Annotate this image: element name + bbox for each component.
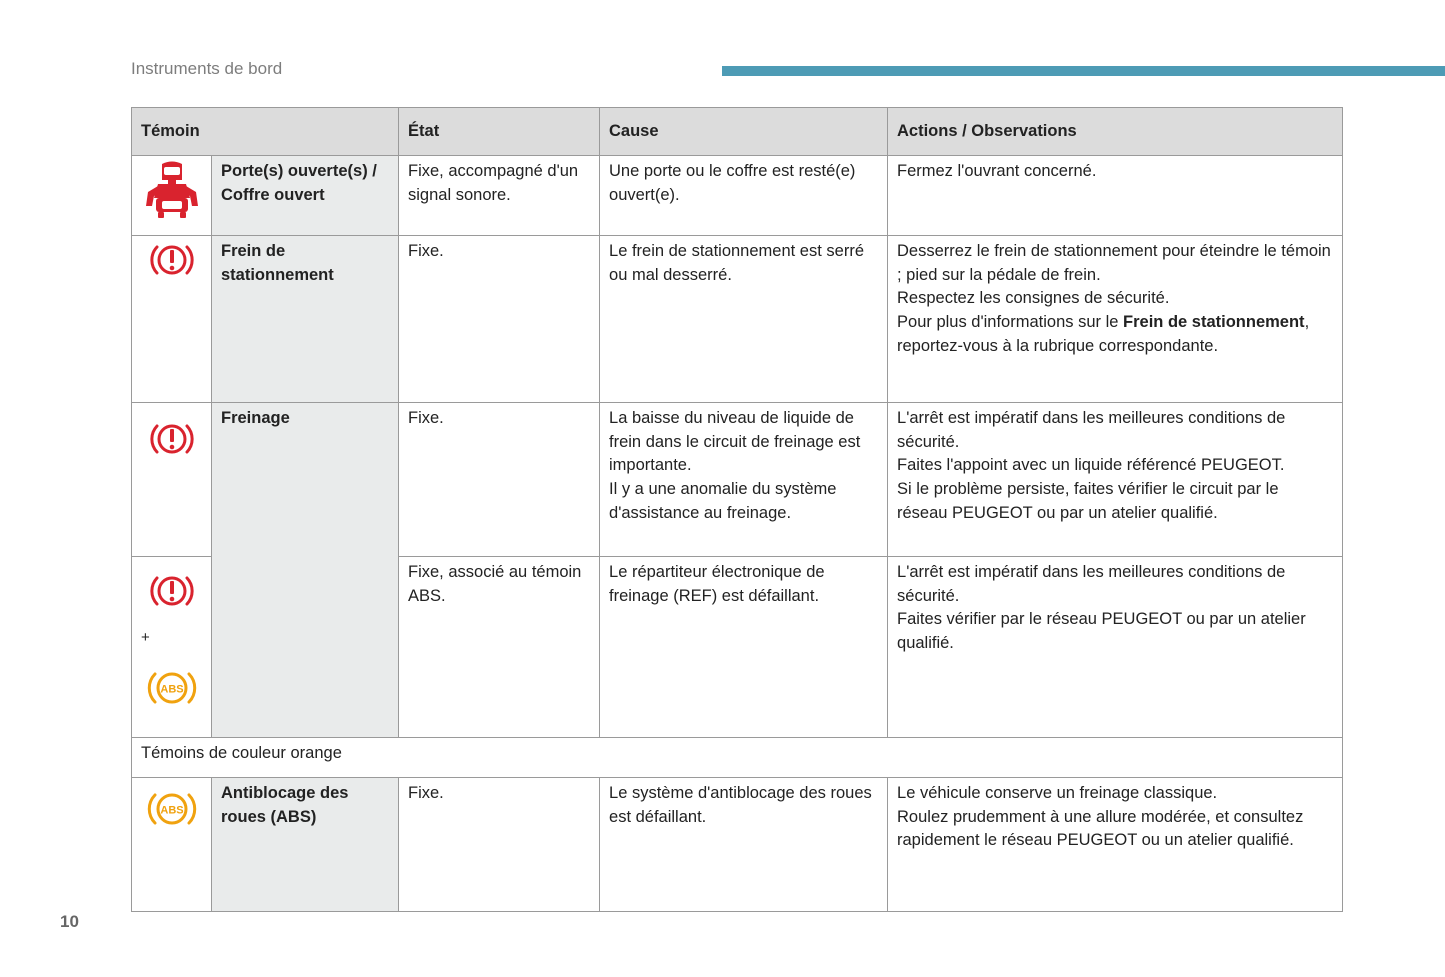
- reference-prefix: Pour plus d'informations sur le: [897, 313, 1124, 332]
- abs-warning-icon: [145, 667, 199, 709]
- section-heading: Témoins de couleur orange: [132, 738, 1343, 778]
- abs-warning-icon: [145, 788, 199, 830]
- abs-icon-label: ABS: [159, 683, 184, 696]
- state-cell: Fixe.: [399, 236, 600, 403]
- warning-name: Porte(s) ouverte(s) / Coffre ouvert: [212, 156, 399, 236]
- action-cell: [888, 403, 1343, 557]
- warning-name: Freinage: [212, 403, 399, 738]
- brake-warning-icon: [148, 571, 196, 611]
- action-reference: [897, 311, 1333, 358]
- table-row: [132, 403, 1343, 557]
- cause-cell: Le frein de stationnement est serré ou mal desserré.: [600, 236, 888, 403]
- header-accent-bar: [722, 66, 1445, 76]
- action-line: Roulez prudemment à une allure modérée, et consultez rapidement le réseau PEUGEOT ou un atelier qualifié.: [897, 807, 1304, 850]
- icon-cell: [132, 778, 212, 912]
- brake-warning-icon: [148, 419, 196, 459]
- column-header: Cause: [600, 108, 888, 156]
- table-row: [132, 778, 1343, 912]
- page-number: 10: [60, 912, 79, 931]
- door-open-warning-icon: [144, 160, 200, 222]
- action-line: Le véhicule conserve un freinage classique.: [897, 784, 1218, 802]
- reference-suffix: , reportez-vous à la rubrique correspondante.: [897, 313, 1310, 355]
- cause-cell: Le système d'antiblocage des roues est défaillant.: [600, 778, 888, 912]
- state-cell: Fixe, associé au témoin ABS.: [399, 557, 600, 738]
- column-header: État: [399, 108, 600, 156]
- action-cell: [888, 778, 1343, 912]
- plus-sign: +: [141, 629, 150, 646]
- action-line: Si le problème persiste, faites vérifier le circuit par le réseau PEUGEOT ou par un atelier qualifié.: [897, 480, 1279, 522]
- cause-line: La baisse du niveau de liquide de frein dans le circuit de freinage est importante.: [609, 409, 861, 475]
- action-cell: [888, 557, 1343, 738]
- action-cell: Fermez l'ouvrant concerné.: [888, 156, 1343, 236]
- column-header: Actions / Observations: [888, 108, 1343, 156]
- action-line: L'arrêt est impératif dans les meilleures conditions de sécurité.: [897, 409, 1286, 451]
- action-cell: [888, 236, 1343, 403]
- state-cell: Fixe.: [399, 403, 600, 557]
- cause-cell: [600, 403, 888, 557]
- warning-lights-table: [131, 107, 1343, 912]
- state-cell: Fixe, accompagné d'un signal sonore.: [399, 156, 600, 236]
- cause-line: Il y a une anomalie du système d'assistance au freinage.: [609, 480, 837, 522]
- table-row: [132, 156, 1343, 236]
- section-row: [132, 738, 1343, 778]
- action-line: Faites l'appoint avec un liquide référencé PEUGEOT.: [897, 456, 1285, 475]
- icon-cell: [132, 403, 212, 557]
- cause-cell: Le répartiteur électronique de freinage (REF) est défaillant.: [600, 557, 888, 738]
- icon-cell: [132, 156, 212, 236]
- icon-cell: [132, 236, 212, 403]
- action-line: L'arrêt est impératif dans les meilleures conditions de sécurité.: [897, 563, 1286, 605]
- warning-name: Antiblocage des roues (ABS): [212, 778, 399, 912]
- brake-warning-icon: [148, 240, 196, 280]
- column-header: Témoin: [132, 108, 399, 156]
- icon-cell: [132, 557, 212, 738]
- cause-cell: Une porte ou le coffre est resté(e) ouvert(e).: [600, 156, 888, 236]
- state-cell: Fixe.: [399, 778, 600, 912]
- abs-icon-label: ABS: [159, 804, 184, 817]
- action-line: Desserrez le frein de stationnement pour éteindre le témoin ; pied sur la pédale de frein.: [897, 242, 1331, 284]
- section-title: Instruments de bord: [131, 59, 283, 78]
- reference-link-text: Frein de stationnement: [1123, 313, 1305, 332]
- action-line: Faites vérifier par le réseau PEUGEOT ou par un atelier qualifié.: [897, 610, 1306, 653]
- table-row: [132, 236, 1343, 403]
- warning-name: Frein de stationnement: [212, 236, 399, 403]
- action-line: Respectez les consignes de sécurité.: [897, 289, 1170, 308]
- table-header-row: [132, 108, 1343, 156]
